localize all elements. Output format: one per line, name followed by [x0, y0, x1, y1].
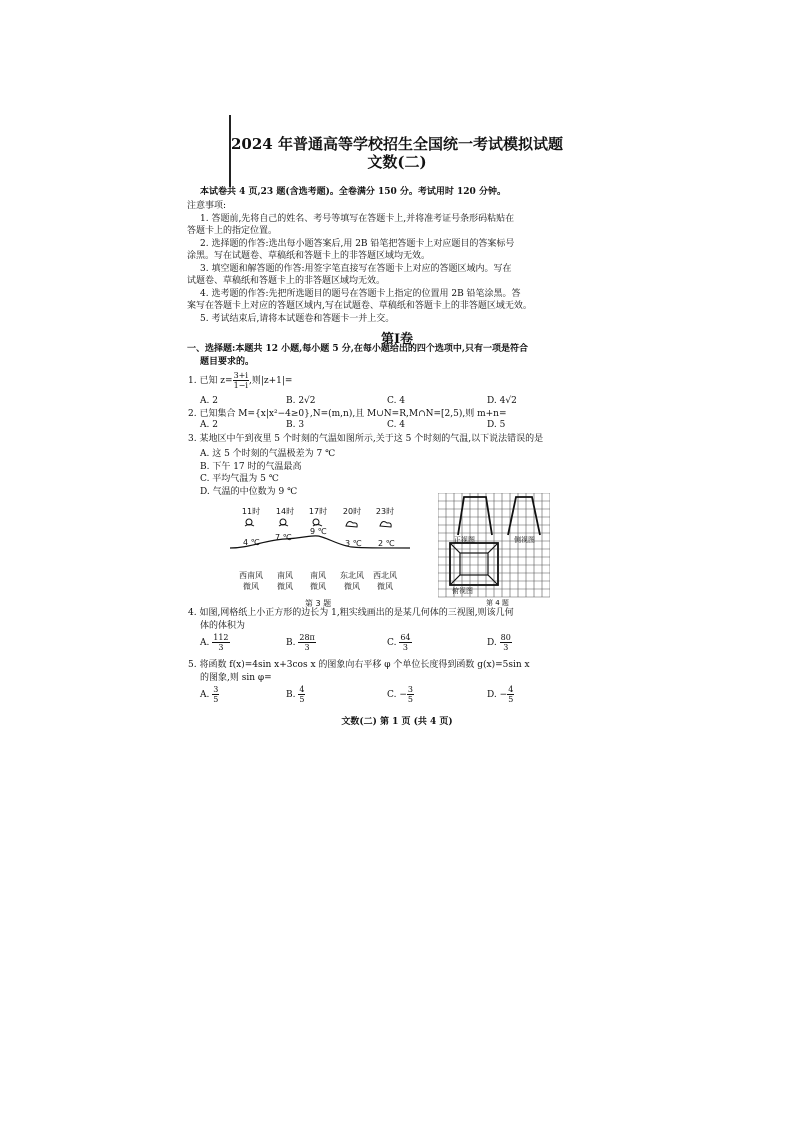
cloud-icon — [380, 522, 391, 527]
front-view-outline — [458, 497, 492, 535]
q5-a-label: A. — [200, 690, 210, 700]
q4-c-fraction — [399, 633, 411, 652]
part1-line: 一、选择题:本题共 12 小题,每小题 5 分,在每小题给出的四个选项中,只有一项是符合 — [187, 344, 529, 354]
note-line: 涂黑。写在试题卷、草稿纸和答题卡上的非答题区域均无效。 — [187, 251, 431, 261]
wind-label: 微风 — [377, 582, 393, 591]
time-label: 20时 — [342, 507, 362, 516]
question-3: 3. 某地区中午到夜里 5 个时刻的气温如图所示,关于这 5 个时刻的气温,以下说法错误的是 — [188, 434, 544, 444]
wind-label: 西北风 — [373, 571, 397, 580]
q5-a-num: 3 — [213, 685, 219, 694]
q5-option-d — [487, 685, 514, 704]
wind-label: 南风 — [277, 571, 293, 580]
q4-option-d — [487, 633, 512, 652]
time-label: 14时 — [275, 507, 295, 516]
q1-prefix: 1. 已知 z= — [188, 376, 233, 386]
note-line: 2. 选择题的作答:选出每小题答案后,用 2B 铅笔把答题卡上对应题目的答案标号 — [200, 239, 515, 249]
wind-label: 微风 — [243, 582, 259, 591]
note-line: 答题卡上的指定位置。 — [187, 226, 278, 236]
side-view-outline — [508, 497, 540, 535]
q5-a-fraction — [212, 685, 219, 704]
q2-option-a: A. 2 — [200, 420, 218, 430]
temp-label: 9 ℃ — [310, 527, 327, 536]
question-2: 2. 已知集合 M={x|x²−4≥0},N=(m,n),且 M∪N=R,M∩N=[2,5),则 m+n= — [188, 409, 507, 419]
q1-denominator: 1−i — [233, 381, 248, 390]
q5-d-sign: − — [499, 690, 508, 700]
q5-d-den: 5 — [508, 695, 514, 704]
question-4-line2: 体的体积为 — [200, 621, 246, 631]
q4-a-label: A. — [200, 638, 210, 648]
time-label: 17时 — [308, 507, 328, 516]
q2-option-d: D. 5 — [487, 420, 506, 430]
q5-d-label: D. — [487, 690, 497, 700]
time-label: 23时 — [375, 507, 395, 516]
wind-label: 南风 — [310, 571, 326, 580]
q3-option-a: A. 这 5 个时刻的气温极差为 7 ℃ — [200, 449, 336, 459]
q5-c-label: C. — [387, 690, 397, 700]
sun-cloud-icon — [313, 519, 322, 526]
q5-c-fraction — [407, 685, 414, 704]
q4-option-c — [387, 633, 412, 652]
q4-option-b — [286, 633, 316, 652]
q4-c-num: 64 — [400, 633, 411, 642]
wind-label: 西南风 — [239, 571, 263, 580]
temp-label: 7 ℃ — [275, 533, 292, 542]
intro-text: 本试卷共 4 页,23 题(含选考题)。全卷满分 150 分。考试用时 120 分钟。 — [200, 187, 506, 197]
note-line: 5. 考试结束后,请将本试题卷和答题卡一并上交。 — [200, 314, 395, 324]
q4-b-den: 3 — [304, 643, 310, 652]
q5-option-a — [200, 685, 219, 704]
q5-c-sign: − — [399, 690, 407, 700]
q3-option-b: B. 下午 17 时的气温最高 — [200, 462, 302, 472]
q4-option-a — [200, 633, 230, 652]
sun-cloud-icon — [245, 519, 254, 526]
top-view-inner — [460, 553, 488, 575]
q4-a-fraction — [212, 633, 229, 652]
wind-label: 微风 — [310, 582, 326, 591]
q4-a-num: 112 — [213, 633, 229, 642]
time-label: 11时 — [241, 507, 261, 516]
q4-d-num: 80 — [500, 633, 511, 642]
exam-subtitle: 文数(二) — [367, 153, 427, 171]
q1-option-d: D. 4√2 — [487, 396, 517, 406]
q5-b-label: B. — [286, 690, 296, 700]
q3-option-d: D. 气温的中位数为 9 ℃ — [200, 487, 298, 497]
figure-caption: 第 4 题 — [486, 599, 509, 607]
temperature-figure — [225, 500, 415, 610]
q5-b-fraction — [298, 685, 305, 704]
q1-fraction — [233, 371, 249, 390]
q5-b-num: 4 — [299, 685, 305, 694]
top-view-label: 俯视图 — [452, 587, 473, 595]
q1-option-a: A. 2 — [200, 396, 218, 406]
part1-line: 题目要求的。 — [200, 357, 255, 367]
note-line: 4. 选考题的作答:先把所选题目的题号在答题卡上指定的位置用 2B 铅笔涂黑。答 — [200, 289, 521, 299]
note-line: 案写在答题卡上对应的答题区域内,写在试题卷、草稿纸和答题卡上的非答题区域无效。 — [187, 301, 532, 311]
q4-b-label: B. — [286, 638, 296, 648]
section-heading: 第Ⅰ卷 — [380, 332, 414, 347]
q2-option-b: B. 3 — [286, 420, 305, 430]
sun-cloud-icon — [279, 519, 288, 526]
temp-label: 3 ℃ — [345, 539, 362, 548]
question-4-line1: 4. 如图,网格纸上小正方形的边长为 1,粗实线画出的是某几何体的三视图,则该几何 — [188, 608, 514, 618]
q5-b-den: 5 — [299, 695, 305, 704]
question-5-line1: 5. 将函数 f(x)=4sin x+3cos x 的图象向右平移 φ 个单位长度得到函数 g(x)=5sin x — [188, 660, 530, 670]
exam-title: 2024 年普通高等学校招生全国统一考试模拟试题 — [231, 135, 563, 153]
cloud-icon — [346, 522, 357, 527]
q4-d-den: 3 — [503, 643, 509, 652]
wind-label: 微风 — [277, 582, 293, 591]
temp-label: 2 ℃ — [378, 539, 395, 548]
q5-c-den: 5 — [407, 695, 413, 704]
q1-option-c: C. 4 — [387, 396, 406, 406]
wind-label: 微风 — [344, 582, 360, 591]
note-line: 1. 答题前,先将自己的姓名、考号等填写在答题卡上,并将准考证号条形码粘贴在 — [200, 214, 515, 224]
note-line: 3. 填空题和解答题的作答:用签字笔直接写在答题卡上对应的答题区域内。写在 — [200, 264, 512, 274]
question-1 — [188, 371, 292, 391]
q2-option-c: C. 4 — [387, 420, 406, 430]
three-view-figure — [438, 493, 550, 609]
q4-c-den: 3 — [402, 643, 408, 652]
question-5-line2: 的图象,则 sin φ= — [200, 673, 272, 683]
q1-option-b: B. 2√2 — [286, 396, 316, 406]
notes-heading: 注意事项: — [187, 201, 227, 211]
q5-d-fraction — [507, 685, 514, 704]
q5-c-num: 3 — [407, 685, 413, 694]
q4-d-label: D. — [487, 638, 497, 648]
q5-a-den: 5 — [213, 695, 219, 704]
q4-b-num: 28π — [299, 633, 315, 642]
wind-label: 东北风 — [340, 571, 364, 580]
side-view-label: 侧视图 — [514, 536, 535, 544]
q4-b-fraction — [298, 633, 315, 652]
q4-a-den: 3 — [218, 643, 224, 652]
q1-suffix: ,则|z+1|= — [248, 376, 293, 386]
q5-option-b — [286, 685, 305, 704]
temp-label: 4 ℃ — [243, 538, 260, 547]
q5-d-num: 4 — [508, 685, 514, 694]
q4-c-label: C. — [387, 638, 397, 648]
front-view-label: 正视图 — [454, 536, 475, 544]
q3-option-c: C. 平均气温为 5 ℃ — [200, 474, 279, 484]
q4-d-fraction — [500, 633, 512, 652]
figure-caption: 第 3 题 — [304, 599, 332, 608]
note-line: 试题卷、草稿纸和答题卡上的非答题区域均无效。 — [187, 276, 386, 286]
page-footer: 文数(二) 第 1 页 (共 4 页) — [341, 717, 453, 727]
q1-numerator: 3+i — [233, 371, 248, 380]
q5-option-c — [387, 685, 414, 704]
